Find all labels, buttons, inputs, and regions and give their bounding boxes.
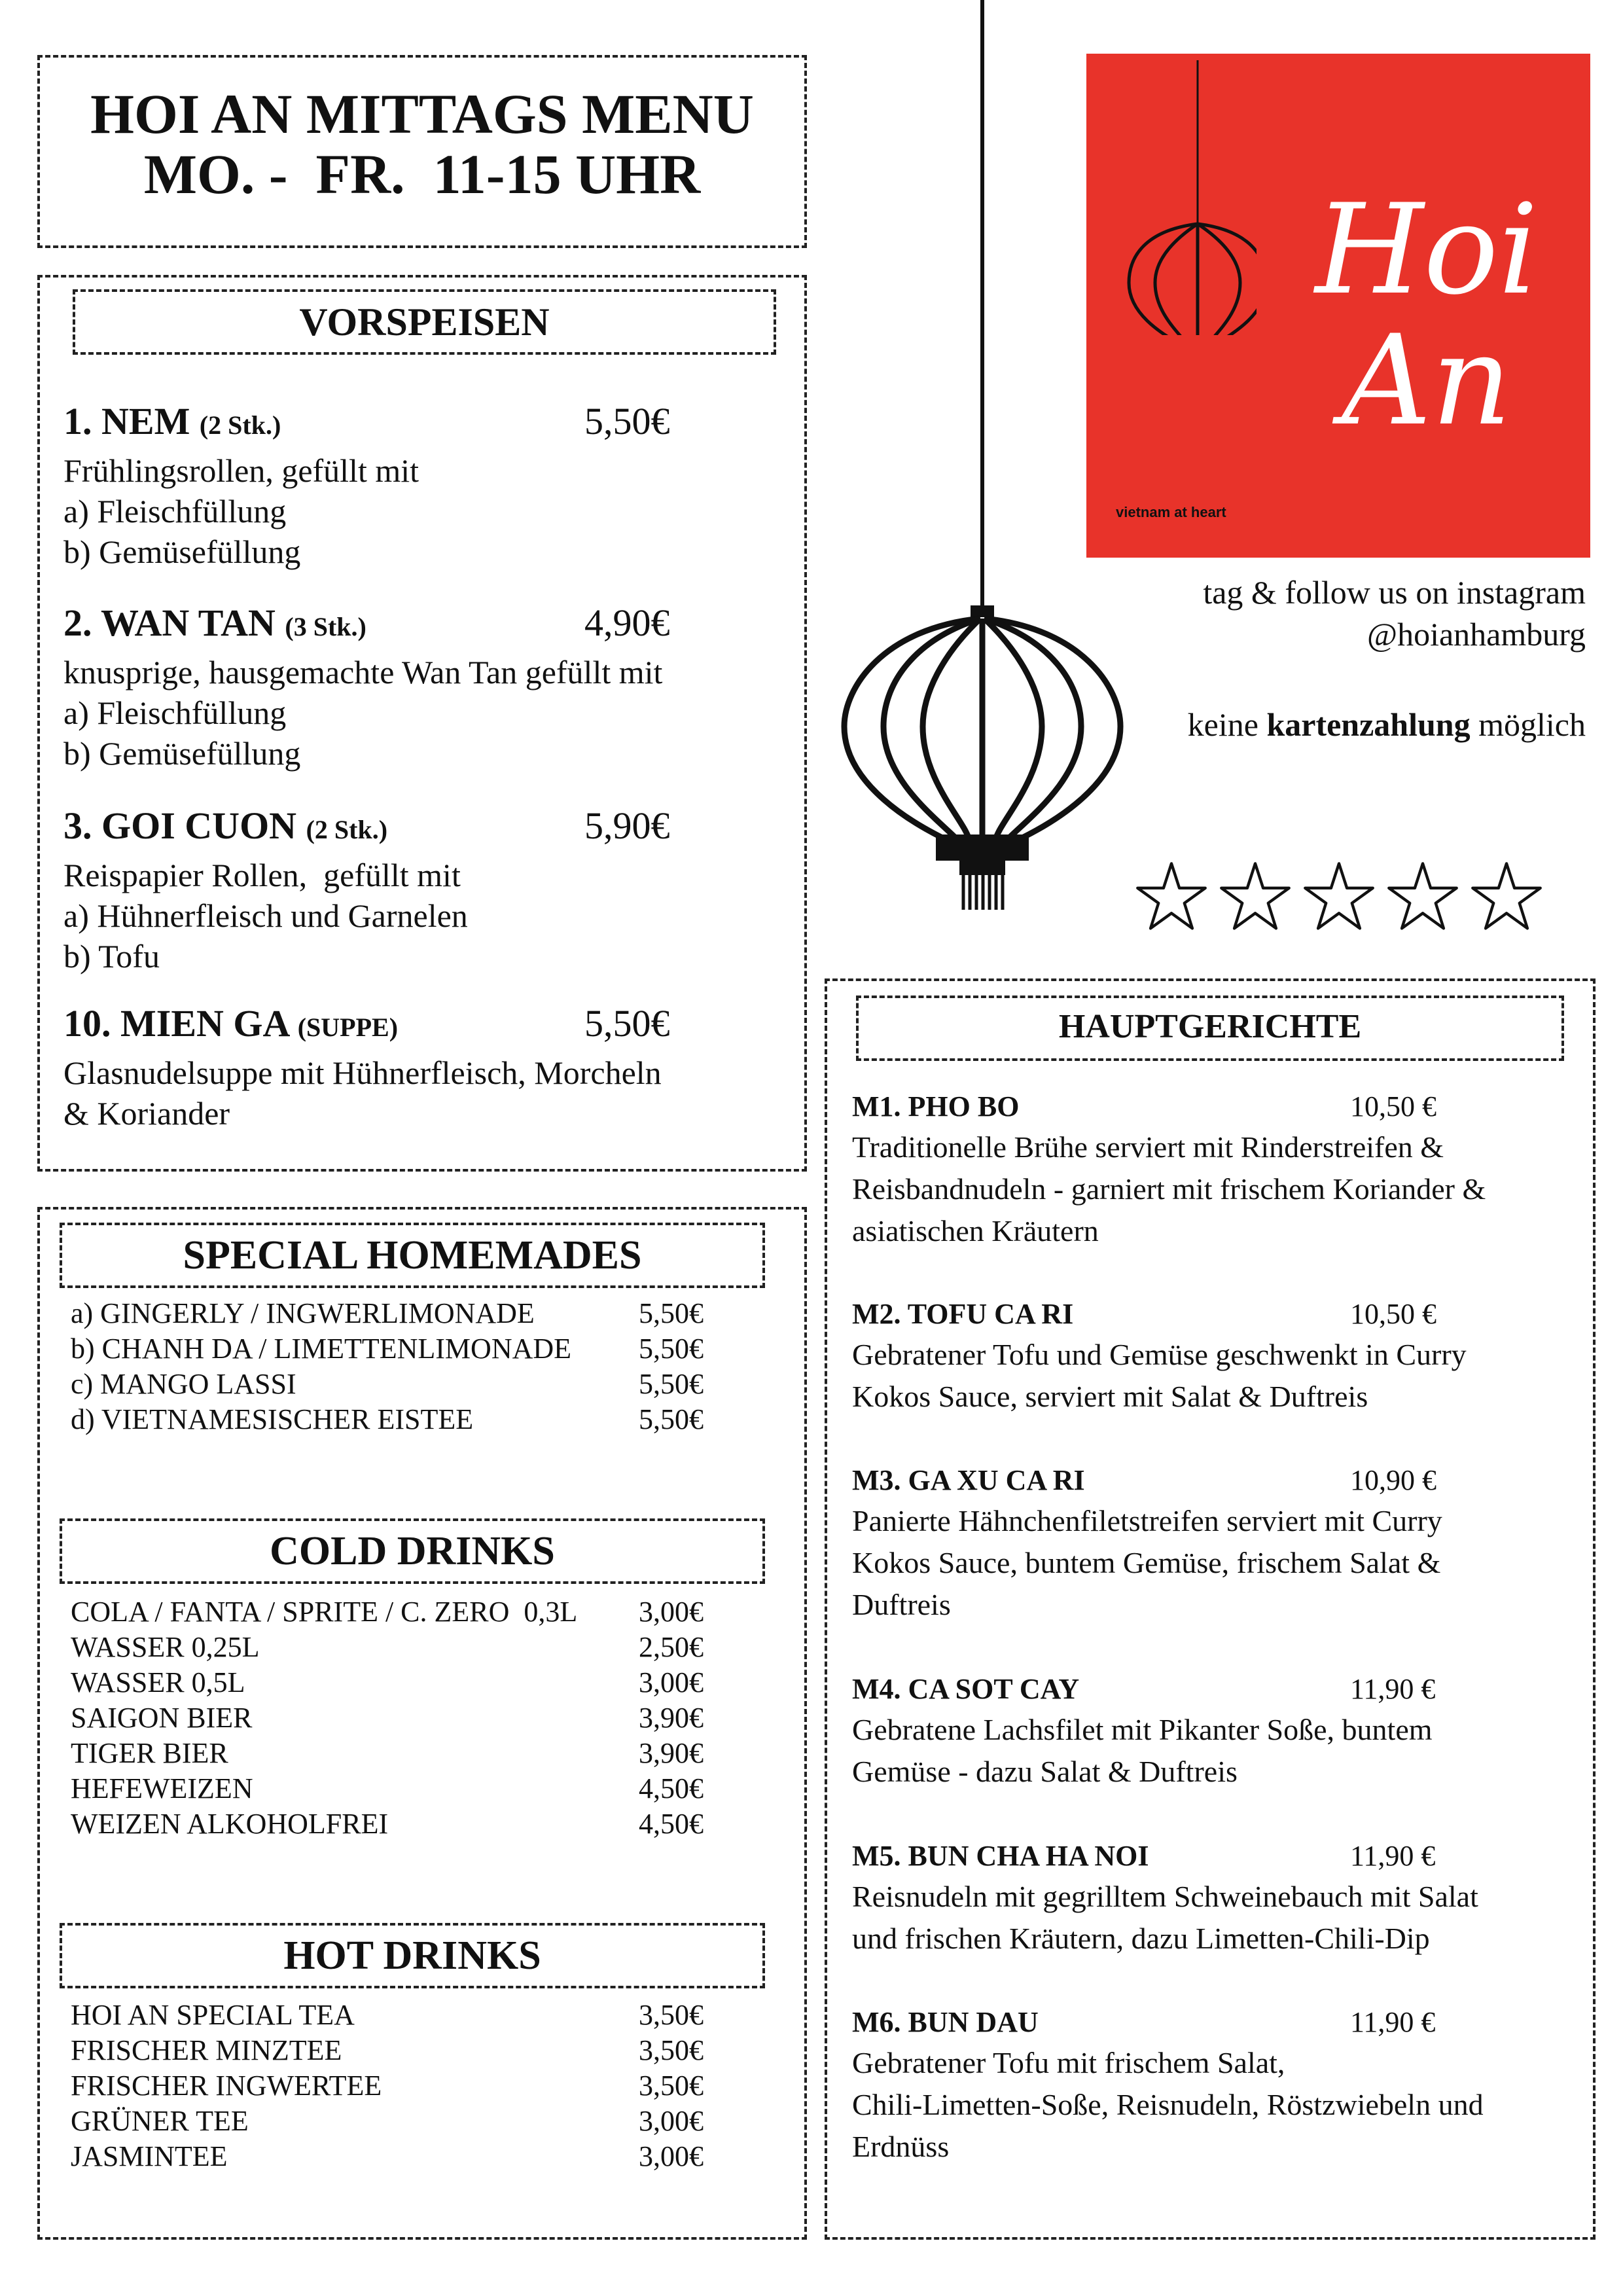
hot-item-name: FRISCHER INGWERTEE: [71, 2070, 382, 2102]
special-title: SPECIAL HOMEMADES: [183, 1233, 642, 1278]
hot-item-price: 3,50€: [639, 2070, 704, 2102]
main-dish-name: M4. CA SOT CAY: [852, 1673, 1080, 1705]
logo-script: Hoi An: [1315, 177, 1539, 453]
star-icon: [1303, 861, 1375, 933]
vorspeisen-heading: [73, 289, 776, 355]
cold-title: COLD DRINKS: [270, 1529, 555, 1573]
header-box: [37, 55, 807, 248]
starter-desc: knusprige, hausgemachte Wan Tan gefüllt mit a) Fleischfüllung b) Gemüsefüllung: [63, 654, 663, 772]
cold-item-price: 3,90€: [639, 1737, 704, 1769]
main-dish-price: 10,90 €: [1350, 1464, 1436, 1496]
star-icon: [1387, 861, 1459, 933]
instagram-line: tag & follow us on instagram: [1203, 574, 1586, 611]
star-icon: [1135, 861, 1207, 933]
payment-post: möglich: [1470, 706, 1586, 743]
instagram-handle: @hoianhamburg: [1367, 616, 1586, 653]
cold-item-name: TIGER BIER: [71, 1737, 228, 1769]
starter-desc: Frühlingsrollen, gefüllt mit a) Fleischfüllung b) Gemüsefüllung: [63, 452, 419, 570]
menu-hours: MO. - FR. 11-15 UHR: [143, 143, 701, 206]
main-dish-price: 10,50 €: [1350, 1298, 1436, 1330]
payment-pre: keine: [1187, 706, 1267, 743]
logo-lantern-icon: [1106, 60, 1257, 335]
starter-price: 5,50€: [584, 400, 670, 442]
special-item-name: d) VIETNAMESISCHER EISTEE: [71, 1403, 474, 1435]
main-dish-desc: Gebratener Tofu und Gemüse geschwenkt in Curry Kokos Sauce, serviert mit Salat & Duftreis: [852, 1338, 1467, 1413]
starter-qty: (2 Stk.): [306, 815, 388, 844]
special-item-price: 5,50€: [639, 1297, 704, 1329]
starter-desc: Glasnudelsuppe mit Hühnerfleisch, Morcheln & Koriander: [63, 1054, 662, 1132]
main-dish-price: 11,90 €: [1350, 2006, 1436, 2038]
starter-name: [63, 601, 366, 645]
starter-price: 5,90€: [584, 804, 670, 847]
cold-heading: [60, 1518, 765, 1584]
main-dish-desc: Gebratene Lachsfilet mit Pikanter Soße, buntem Gemüse - dazu Salat & Duftreis: [852, 1713, 1433, 1788]
starter-name-text: 10. MIEN GA: [63, 1002, 289, 1045]
main-dish-desc: Panierte Hähnchenfiletstreifen serviert mit Curry Kokos Sauce, buntem Gemüse, frischem Salat & Duftreis: [852, 1504, 1442, 1621]
cold-item-name: WASSER 0,5L: [71, 1666, 245, 1698]
hot-item-price: 3,00€: [639, 2105, 704, 2137]
special-item-price: 5,50€: [639, 1368, 704, 1400]
main-dish-desc: Reisnudeln mit gegrilltem Schweinebauch mit Salat und frischen Kräutern, dazu Limetten-Chili-Dip: [852, 1880, 1478, 1955]
starter-desc: Reispapier Rollen, gefüllt mit a) Hühnerfleisch und Garnelen b) Tofu: [63, 857, 468, 975]
special-item-name: a) GINGERLY / INGWERLIMONADE: [71, 1297, 535, 1329]
main-dish-price: 10,50 €: [1350, 1090, 1436, 1122]
main-dish-name: M6. BUN DAU: [852, 2006, 1039, 2038]
cold-item-price: 4,50€: [639, 1808, 704, 1840]
special-item-price: 5,50€: [639, 1333, 704, 1365]
main-dish-desc: Traditionelle Brühe serviert mit Rinderstreifen & Reisbandnudeln - garniert mit frischem Koriander & asiatischen Kräutern: [852, 1130, 1486, 1247]
special-item-name: c) MANGO LASSI: [71, 1368, 296, 1400]
hot-item-name: FRISCHER MINZTEE: [71, 2034, 342, 2066]
hot-heading: [60, 1923, 765, 1988]
hot-item-price: 3,50€: [639, 2034, 704, 2066]
special-item-price: 5,50€: [639, 1403, 704, 1435]
cold-item-price: 3,90€: [639, 1702, 704, 1734]
star-icon: [1219, 861, 1291, 933]
main-dish-price: 11,90 €: [1350, 1840, 1436, 1872]
hot-item-name: HOI AN SPECIAL TEA: [71, 1999, 355, 2031]
haupt-title: HAUPTGERICHTE: [1058, 1008, 1362, 1045]
payment-note: [1188, 706, 1586, 744]
starter-name: [63, 1001, 398, 1045]
main-dish-name: M3. GA XU CA RI: [852, 1464, 1085, 1496]
starter-name-text: 1. NEM: [63, 400, 190, 442]
cold-item-name: HEFEWEIZEN: [71, 1772, 253, 1804]
starter-qty: (2 Stk.): [199, 410, 281, 440]
hot-item-name: JASMINTEE: [71, 2140, 228, 2172]
cold-item-name: SAIGON BIER: [71, 1702, 253, 1734]
starter-name-text: 2. WAN TAN: [63, 601, 276, 644]
logo: [1086, 54, 1590, 558]
main-dish-name: M5. BUN CHA HA NOI: [852, 1840, 1149, 1872]
special-item-name: b) CHANH DA / LIMETTENLIMONADE: [71, 1333, 572, 1365]
cold-item-price: 3,00€: [639, 1596, 704, 1628]
starter-price: 5,50€: [584, 1002, 670, 1045]
main-dish-desc: Gebratener Tofu mit frischem Salat, Chili-Limetten-Soße, Reisnudeln, Röstzwiebeln und Erdnüss: [852, 2046, 1484, 2163]
starter-name: [63, 804, 387, 848]
haupt-heading: [856, 996, 1564, 1061]
special-heading: [60, 1223, 765, 1288]
cold-item-name: WEIZEN ALKOHOLFREI: [71, 1808, 389, 1840]
starter-qty: (SUPPE): [297, 1013, 399, 1042]
logo-tagline: vietnam at heart: [1116, 504, 1226, 520]
hot-title: HOT DRINKS: [283, 1933, 541, 1978]
star-icon: [1471, 861, 1543, 933]
starter-qty: (3 Stk.): [285, 612, 366, 641]
cold-item-price: 3,00€: [639, 1666, 704, 1698]
cold-item-price: 4,50€: [639, 1772, 704, 1804]
vorspeisen-title: VORSPEISEN: [299, 300, 550, 344]
starter-name-text: 3. GOI CUON: [63, 804, 297, 847]
starter-price: 4,90€: [584, 601, 670, 644]
hot-item-price: 3,50€: [639, 1999, 704, 2031]
menu-title: HOI AN MITTAGS MENU: [90, 82, 754, 145]
hot-item-name: GRÜNER TEE: [71, 2105, 249, 2137]
starter-name: [63, 399, 281, 443]
main-dish-price: 11,90 €: [1350, 1673, 1436, 1705]
main-dish-name: M2. TOFU CA RI: [852, 1298, 1074, 1330]
cold-item-price: 2,50€: [639, 1631, 704, 1663]
rating-stars: [1135, 861, 1554, 939]
main-dish-name: M1. PHO BO: [852, 1090, 1020, 1122]
hot-item-price: 3,00€: [639, 2140, 704, 2172]
cold-item-name: WASSER 0,25L: [71, 1631, 260, 1663]
cold-item-name: COLA / FANTA / SPRITE / C. ZERO 0,3L: [71, 1596, 578, 1628]
payment-bold: kartenzahlung: [1266, 706, 1471, 743]
